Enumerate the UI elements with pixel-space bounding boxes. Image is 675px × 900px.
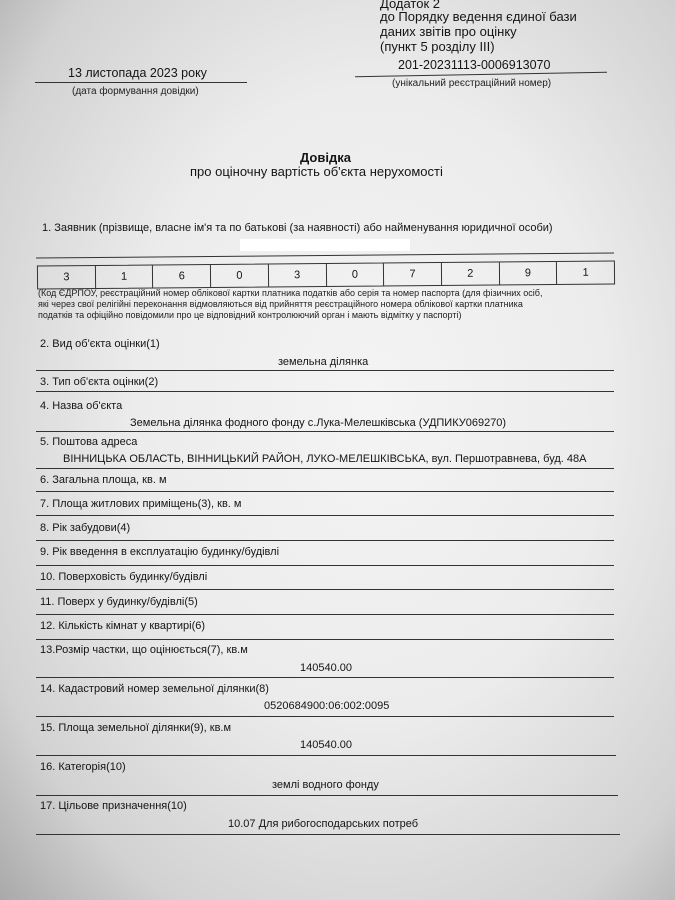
field-value: Земельна ділянка фодного фонду с.Лука-Мелешківська (УДПИКУ069270)	[130, 417, 507, 429]
field-label: 12. Кількість кімнат у квартирі(6)	[40, 620, 206, 632]
applicant-label: 1. Заявник (прізвище, власне ім'я та по батькові (за наявності) або найменування юридичної особи)	[42, 222, 553, 234]
appendix-line: даних звітів про оцінку	[380, 24, 517, 39]
date-value: 13 листопада 2023 року	[68, 66, 207, 80]
field-label: 14. Кадастровий номер земельної ділянки(8)	[40, 683, 269, 695]
appendix-line: до Порядку ведення єдиної бази	[380, 9, 577, 24]
code-digit: 9	[500, 262, 558, 285]
field-label: 17. Цільове призначення(10)	[40, 800, 187, 812]
field-value: 10.07 Для рибогосподарських потреб	[228, 818, 419, 830]
code-note-line: (Код ЄДРПОУ, реєстраційний номер облікової картки платника податків або серія та номер паспорта (для фізичних осіб,	[38, 288, 543, 298]
code-digit: 2	[442, 262, 500, 285]
document-subtitle: про оціночну вартість об'єкта нерухомості	[190, 164, 443, 179]
appendix-line: (пункт 5 розділу III)	[380, 39, 495, 54]
registration-caption: (унікальний реєстраційний номер)	[392, 78, 552, 89]
code-digit: 1	[582, 266, 589, 279]
code-digit: 6	[153, 265, 211, 288]
registration-number: 201-20231113-0006913070	[398, 58, 551, 72]
code-digit: 0	[211, 264, 269, 287]
code-digit: 3	[269, 264, 327, 287]
field-value: 0520684900:06:002:0095	[264, 700, 390, 712]
code-note-line: які через свої релігійні переконання відмовляються від прийняття реєстраційного номера облікової картки платника	[38, 299, 523, 309]
field-value: ВІННИЦЬКА ОБЛАСТЬ, ВІННИЦЬКИЙ РАЙОН, ЛУКО-МЕЛЕШКІВСЬКА, вул. Першотравнева, буд. 48А	[63, 453, 587, 465]
redaction-box	[240, 239, 410, 251]
field-label: 10. Поверховість будинку/будівлі	[40, 571, 208, 583]
code-digit: 1	[96, 266, 154, 289]
field-value: 140540.00	[300, 739, 352, 751]
field-value: земельна ділянка	[278, 356, 369, 368]
code-digit: 3	[38, 266, 96, 289]
field-value: землі водного фонду	[272, 779, 379, 791]
document-title: Довідка	[300, 150, 351, 165]
field-label: 11. Поверх у будинку/будівлі(5)	[40, 596, 198, 608]
field-label: 7. Площа житлових приміщень(3), кв. м	[40, 498, 242, 510]
taxpayer-code-grid	[37, 260, 615, 289]
code-digit: 7	[384, 263, 442, 286]
date-caption: (дата формування довідки)	[72, 86, 199, 97]
field-value: 140540.00	[300, 662, 352, 674]
field-label: 16. Категорія(10)	[40, 761, 126, 773]
field-label: 15. Площа земельної ділянки(9), кв.м	[40, 722, 232, 734]
code-note-line: податків та офіційно повідомили про це відповідний контролюючий орган і мають відмітку у паспорті)	[38, 310, 462, 320]
field-label: 9. Рік введення в експлуатацію будинку/будівлі	[40, 546, 280, 558]
field-label: 8. Рік забудови(4)	[40, 522, 131, 534]
field-label: 2. Вид об'єкта оцінки(1)	[40, 338, 160, 350]
code-digit: 0	[326, 263, 384, 286]
appendix-line: Додаток 2	[380, 0, 440, 11]
field-label: 5. Поштова адреса	[40, 436, 138, 448]
field-label: 4. Назва об'єкта	[40, 400, 123, 412]
field-label: 3. Тип об'єкта оцінки(2)	[40, 376, 159, 388]
field-label: 6. Загальна площа, кв. м	[40, 474, 167, 486]
field-label: 13.Розмір частки, що оцінюється(7), кв.м	[40, 644, 248, 656]
